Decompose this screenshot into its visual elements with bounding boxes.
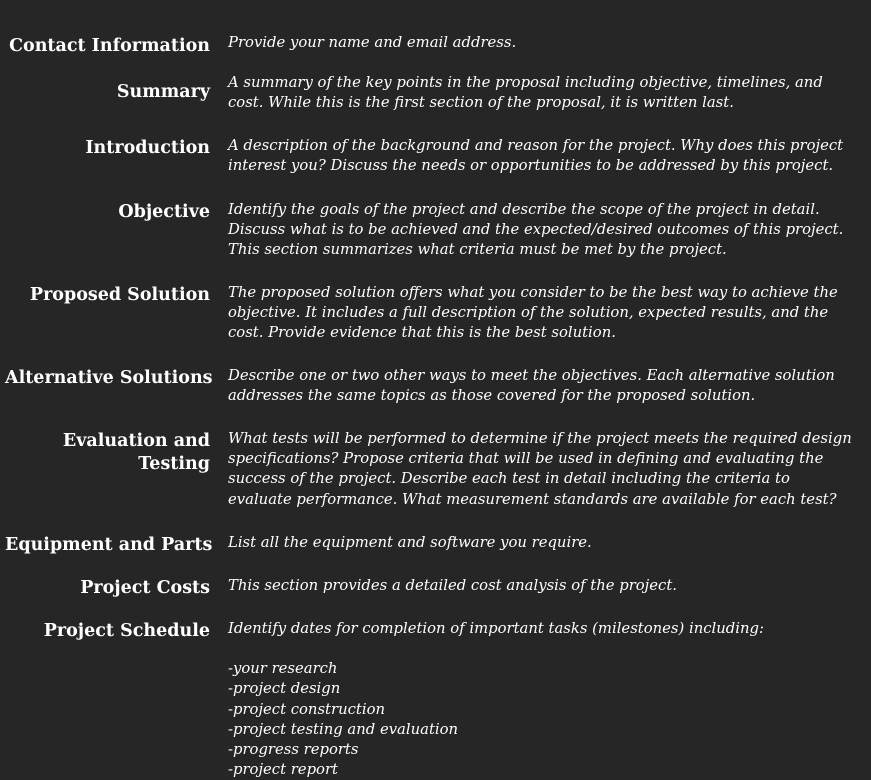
description-line: cost. While this is the first section of the proposal, it is written last. [228,94,734,112]
description-line: Describe one or two other ways to meet the objectives. Each alternative solution [228,367,835,384]
description-line: Provide your name and email address. [228,34,517,51]
description-line: objective. It includes a full description of the solution, expected results, and the [228,304,829,322]
description-line: evaluate performance. What measurement standards are available for each test? [228,490,837,508]
section-description [228,576,828,596]
description-line: Discuss what is to be achieved and the expected/desired outcomes of this project. [228,221,844,239]
section-description [228,366,835,406]
section-label: Summary [116,82,210,102]
milestone-item: -project testing and evaluation [228,720,459,738]
section-label: Project Costs [80,578,210,598]
milestone-item: -project design [228,680,341,698]
section-description [228,136,844,176]
description-line: The proposed solution offers what you consider to be the best way to achieve the [228,284,838,301]
description-line: specifications? Propose criteria that will be used in defining and evaluating the [228,450,824,468]
description-line: List all the equipment and software you require. [228,534,592,551]
milestone-item: -progress reports [228,741,359,759]
section-label: Objective [118,202,210,222]
description-line: addresses the same topics as those covered for the proposed solution. [228,387,756,405]
description-line: success of the project. Describe each test in detail including the criteria to [228,470,790,488]
milestone-item: -project report [228,761,338,779]
section-description [228,33,828,53]
description-line: What tests will be performed to determine if the project meets the required design [228,430,852,447]
section-label: Proposed Solution [29,285,210,305]
section-label: Contact Information [9,36,210,56]
section-description [228,283,838,344]
section-label-line: Testing [138,454,210,474]
section-description [228,619,828,780]
section-label: Equipment and Parts [5,535,213,555]
description-line: interest you? Discuss the needs or opportunities to be addressed by this project. [228,157,834,175]
milestone-item: -project construction [228,700,386,718]
description-line: Identify dates for completion of important tasks (milestones) including: [228,620,764,637]
milestone-list [228,659,828,780]
description-line: A summary of the key points in the proposal including objective, timelines, and [228,74,823,91]
section-label: Introduction [85,138,210,158]
description-line: Identify the goals of the project and describe the scope of the project in detail. [228,201,820,218]
section-label: Alternative Solutions [5,368,213,388]
description-line: A description of the background and reason for the project. Why does this project [228,137,844,154]
description-line: This section summarizes what criteria must be met by the project. [228,241,727,259]
description-line: This section provides a detailed cost analysis of the project. [228,577,677,594]
section-label [5,430,210,476]
section-description [228,200,844,261]
section-label: Project Schedule [43,621,210,641]
section-description [228,73,828,113]
section-description [228,429,852,510]
section-description [228,533,828,553]
milestone-item: -your research [228,660,338,678]
section-label-line: Evaluation and [62,431,210,451]
description-line: cost. Provide evidence that this is the best solution. [228,324,616,342]
